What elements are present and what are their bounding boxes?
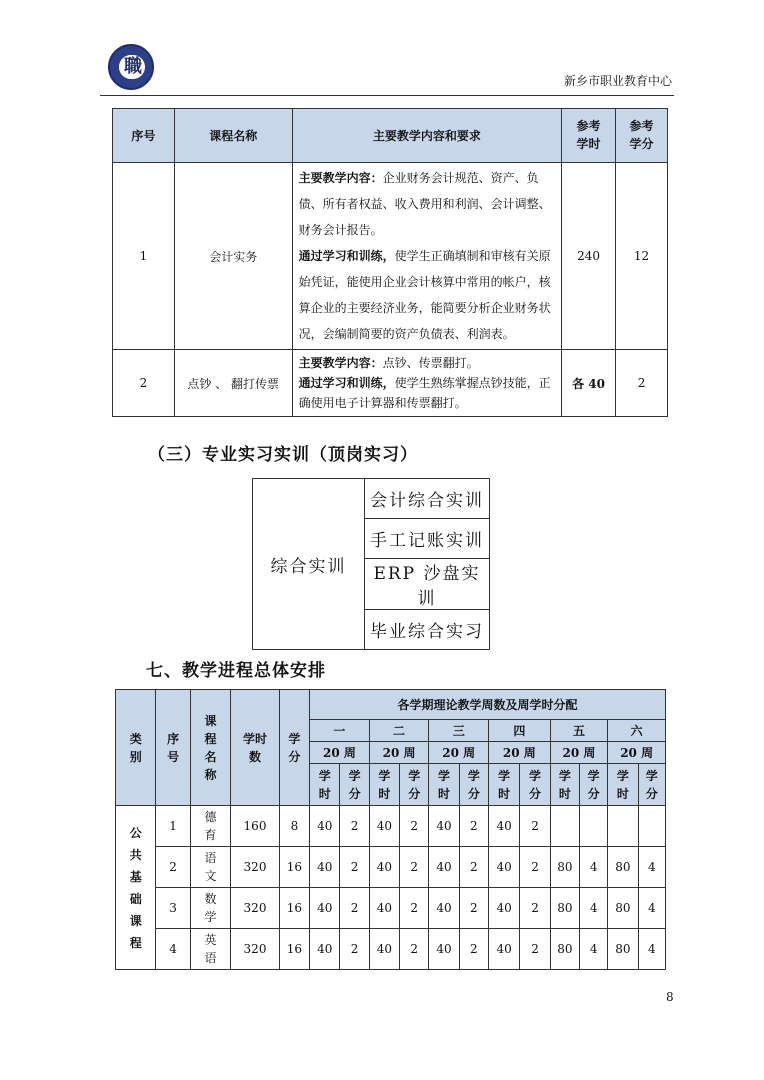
term-credits-cell: 4: [579, 929, 607, 970]
term-hours-cell: 80: [608, 847, 638, 888]
training-row: [253, 479, 490, 519]
row-name: 德育: [190, 806, 230, 847]
row-hours: 320: [231, 888, 280, 929]
row-seq: 1: [113, 163, 175, 350]
row-credits: 16: [279, 888, 309, 929]
term-credits-cell: 2: [520, 929, 550, 970]
sub-credits-header: 学分: [520, 764, 550, 806]
row-seq: 3: [156, 888, 190, 929]
term-weeks: 20 周: [310, 742, 370, 764]
row-seq: 2: [156, 847, 190, 888]
training-item: ERP 沙盘实训: [365, 559, 490, 610]
sub-hours-header: 学时: [429, 764, 459, 806]
term-credits-cell: 2: [520, 806, 550, 847]
sub-credits-header: 学分: [638, 764, 665, 806]
course-table: [112, 108, 668, 417]
content-text: 点钞、传票翻打。: [382, 356, 479, 370]
term-credits-cell: 4: [638, 929, 665, 970]
term-hours-cell: 40: [310, 929, 340, 970]
sub-credits-header: 学分: [400, 764, 429, 806]
sub-hours-header: 学时: [550, 764, 579, 806]
term-hours-cell: 80: [608, 888, 638, 929]
col-category: 类别: [116, 690, 156, 806]
term-header: 三: [429, 720, 489, 742]
row-hours: 320: [231, 929, 280, 970]
row-name: 点钞 、 翻打传票: [174, 350, 292, 417]
content-text: 企业财务会计规范、资产、负债、所有者权益、收入费用和利润、会计调整、财务会计报告。: [298, 171, 551, 237]
term-credits-cell: 2: [459, 929, 488, 970]
page-number: 8: [666, 990, 674, 1004]
row-seq: 4: [156, 929, 190, 970]
term-credits-cell: 4: [579, 847, 607, 888]
term-credits-cell: 2: [520, 847, 550, 888]
col-content: 主要教学内容和要求: [292, 109, 561, 163]
table-row: [113, 350, 668, 417]
col-dist: 各学期理论教学周数及周学时分配: [310, 690, 666, 720]
content-label: 主要教学内容：: [298, 171, 383, 185]
term-credits-cell: 2: [459, 806, 488, 847]
schedule-row: [116, 847, 666, 888]
training-item: 手工记账实训: [365, 519, 490, 559]
training-item: 毕业综合实习: [365, 610, 490, 650]
term-hours-cell: 40: [310, 888, 340, 929]
logo-char: 職: [121, 55, 145, 79]
term-header: 四: [489, 720, 551, 742]
term-hours-cell: 40: [429, 888, 459, 929]
term-header: 一: [310, 720, 370, 742]
term-credits-cell: 2: [340, 847, 369, 888]
row-hours: 240: [562, 163, 616, 350]
sub-credits-header: 学分: [340, 764, 369, 806]
sub-hours-header: 学时: [310, 764, 340, 806]
col-hours: 参考学时: [562, 109, 616, 163]
term-credits-cell: 4: [638, 888, 665, 929]
row-content: [292, 163, 561, 350]
term-weeks: 20 周: [489, 742, 551, 764]
org-name: 新乡市职业教育中心: [563, 74, 672, 88]
term-hours-cell: 40: [369, 847, 399, 888]
term-hours-cell: 40: [489, 847, 520, 888]
row-name: 数学: [190, 888, 230, 929]
term-hours-cell: 40: [369, 806, 399, 847]
term-hours-cell: 80: [550, 888, 579, 929]
term-credits-cell: 2: [340, 888, 369, 929]
row-content: [292, 350, 561, 417]
term-hours-cell: 80: [550, 847, 579, 888]
schedule-row: [116, 806, 666, 847]
table-row: [113, 163, 668, 350]
schedule-row: [116, 929, 666, 970]
term-header: 五: [550, 720, 608, 742]
term-hours-cell: 40: [310, 847, 340, 888]
term-hours-cell: 40: [429, 847, 459, 888]
col-credits: 参考学分: [616, 109, 668, 163]
term-credits-cell: 2: [400, 888, 429, 929]
col-seq: 序号: [156, 690, 190, 806]
term-hours-cell: 40: [369, 888, 399, 929]
train-label: 通过学习和训练，: [298, 376, 395, 390]
term-credits-cell: 2: [340, 806, 369, 847]
term-hours-cell: 40: [489, 806, 520, 847]
sub-credits-header: 学分: [579, 764, 607, 806]
row-name: 会计实务: [174, 163, 292, 350]
term-weeks: 20 周: [429, 742, 489, 764]
col-name: 课程名称: [190, 690, 230, 806]
train-label: 通过学习和训练，: [298, 249, 395, 263]
term-credits-cell: 4: [638, 847, 665, 888]
term-credits-cell: 2: [340, 929, 369, 970]
term-hours-cell: 40: [489, 888, 520, 929]
row-name: 英语: [190, 929, 230, 970]
term-credits-cell: 2: [400, 806, 429, 847]
term-credits-cell: [638, 806, 665, 847]
section7-title: 七、教学进程总体安排: [146, 661, 326, 681]
term-weeks: 20 周: [550, 742, 608, 764]
category-cell: 公共基础课程: [116, 806, 156, 970]
schedule-header-row: [116, 690, 666, 720]
row-seq: 2: [113, 350, 175, 417]
row-seq: 1: [156, 806, 190, 847]
term-hours-cell: 40: [369, 929, 399, 970]
table-header-row: [113, 109, 668, 163]
row-hours: 160: [231, 806, 280, 847]
sub-hours-header: 学时: [489, 764, 520, 806]
col-hours: 学时数: [231, 690, 280, 806]
row-credits: 8: [279, 806, 309, 847]
term-credits-cell: 4: [579, 888, 607, 929]
term-credits-cell: 2: [459, 888, 488, 929]
term-credits-cell: 2: [400, 929, 429, 970]
term-credits-cell: [579, 806, 607, 847]
row-credits: 2: [616, 350, 668, 417]
row-credits: 16: [279, 847, 309, 888]
term-hours-cell: 80: [550, 929, 579, 970]
train-text: 使学生熟练掌握点钞技能，正确使用电子计算器和传票翻打。: [298, 376, 551, 410]
train-text: 使学生正确填制和审核有关原始凭证，能使用企业会计核算中常用的帐户，核算企业的主要经济业务，能简要分析企业财务状况，会编制简要的资产负债表、利润表。: [298, 249, 551, 341]
sub-credits-header: 学分: [459, 764, 488, 806]
term-credits-cell: 2: [459, 847, 488, 888]
row-credits: 12: [616, 163, 668, 350]
row-hours: 各 40: [562, 350, 616, 417]
section3-title: （三）专业实习实训（顶岗实习）: [148, 445, 418, 465]
row-hours: 320: [231, 847, 280, 888]
term-hours-cell: [550, 806, 579, 847]
school-logo: [108, 44, 154, 90]
term-credits-cell: 2: [400, 847, 429, 888]
content-label: 主要教学内容：: [298, 356, 383, 370]
term-hours-cell: 40: [429, 929, 459, 970]
term-hours-cell: [608, 806, 638, 847]
row-name: 语文: [190, 847, 230, 888]
col-credits: 学分: [279, 690, 309, 806]
term-weeks: 20 周: [369, 742, 429, 764]
schedule-row: [116, 888, 666, 929]
training-table: [252, 478, 490, 650]
term-header: 六: [608, 720, 666, 742]
page-header: [100, 40, 674, 96]
sub-hours-header: 学时: [369, 764, 399, 806]
term-weeks: 20 周: [608, 742, 666, 764]
term-hours-cell: 40: [310, 806, 340, 847]
sub-hours-header: 学时: [608, 764, 638, 806]
row-credits: 16: [279, 929, 309, 970]
training-item: 会计综合实训: [365, 479, 490, 519]
schedule-table: [115, 689, 666, 970]
term-credits-cell: 2: [520, 888, 550, 929]
col-name: 课程名称: [174, 109, 292, 163]
term-hours-cell: 80: [608, 929, 638, 970]
col-seq: 序号: [113, 109, 175, 163]
term-hours-cell: 40: [489, 929, 520, 970]
term-hours-cell: 40: [429, 806, 459, 847]
term-header: 二: [369, 720, 429, 742]
training-group: 综合实训: [253, 479, 365, 650]
